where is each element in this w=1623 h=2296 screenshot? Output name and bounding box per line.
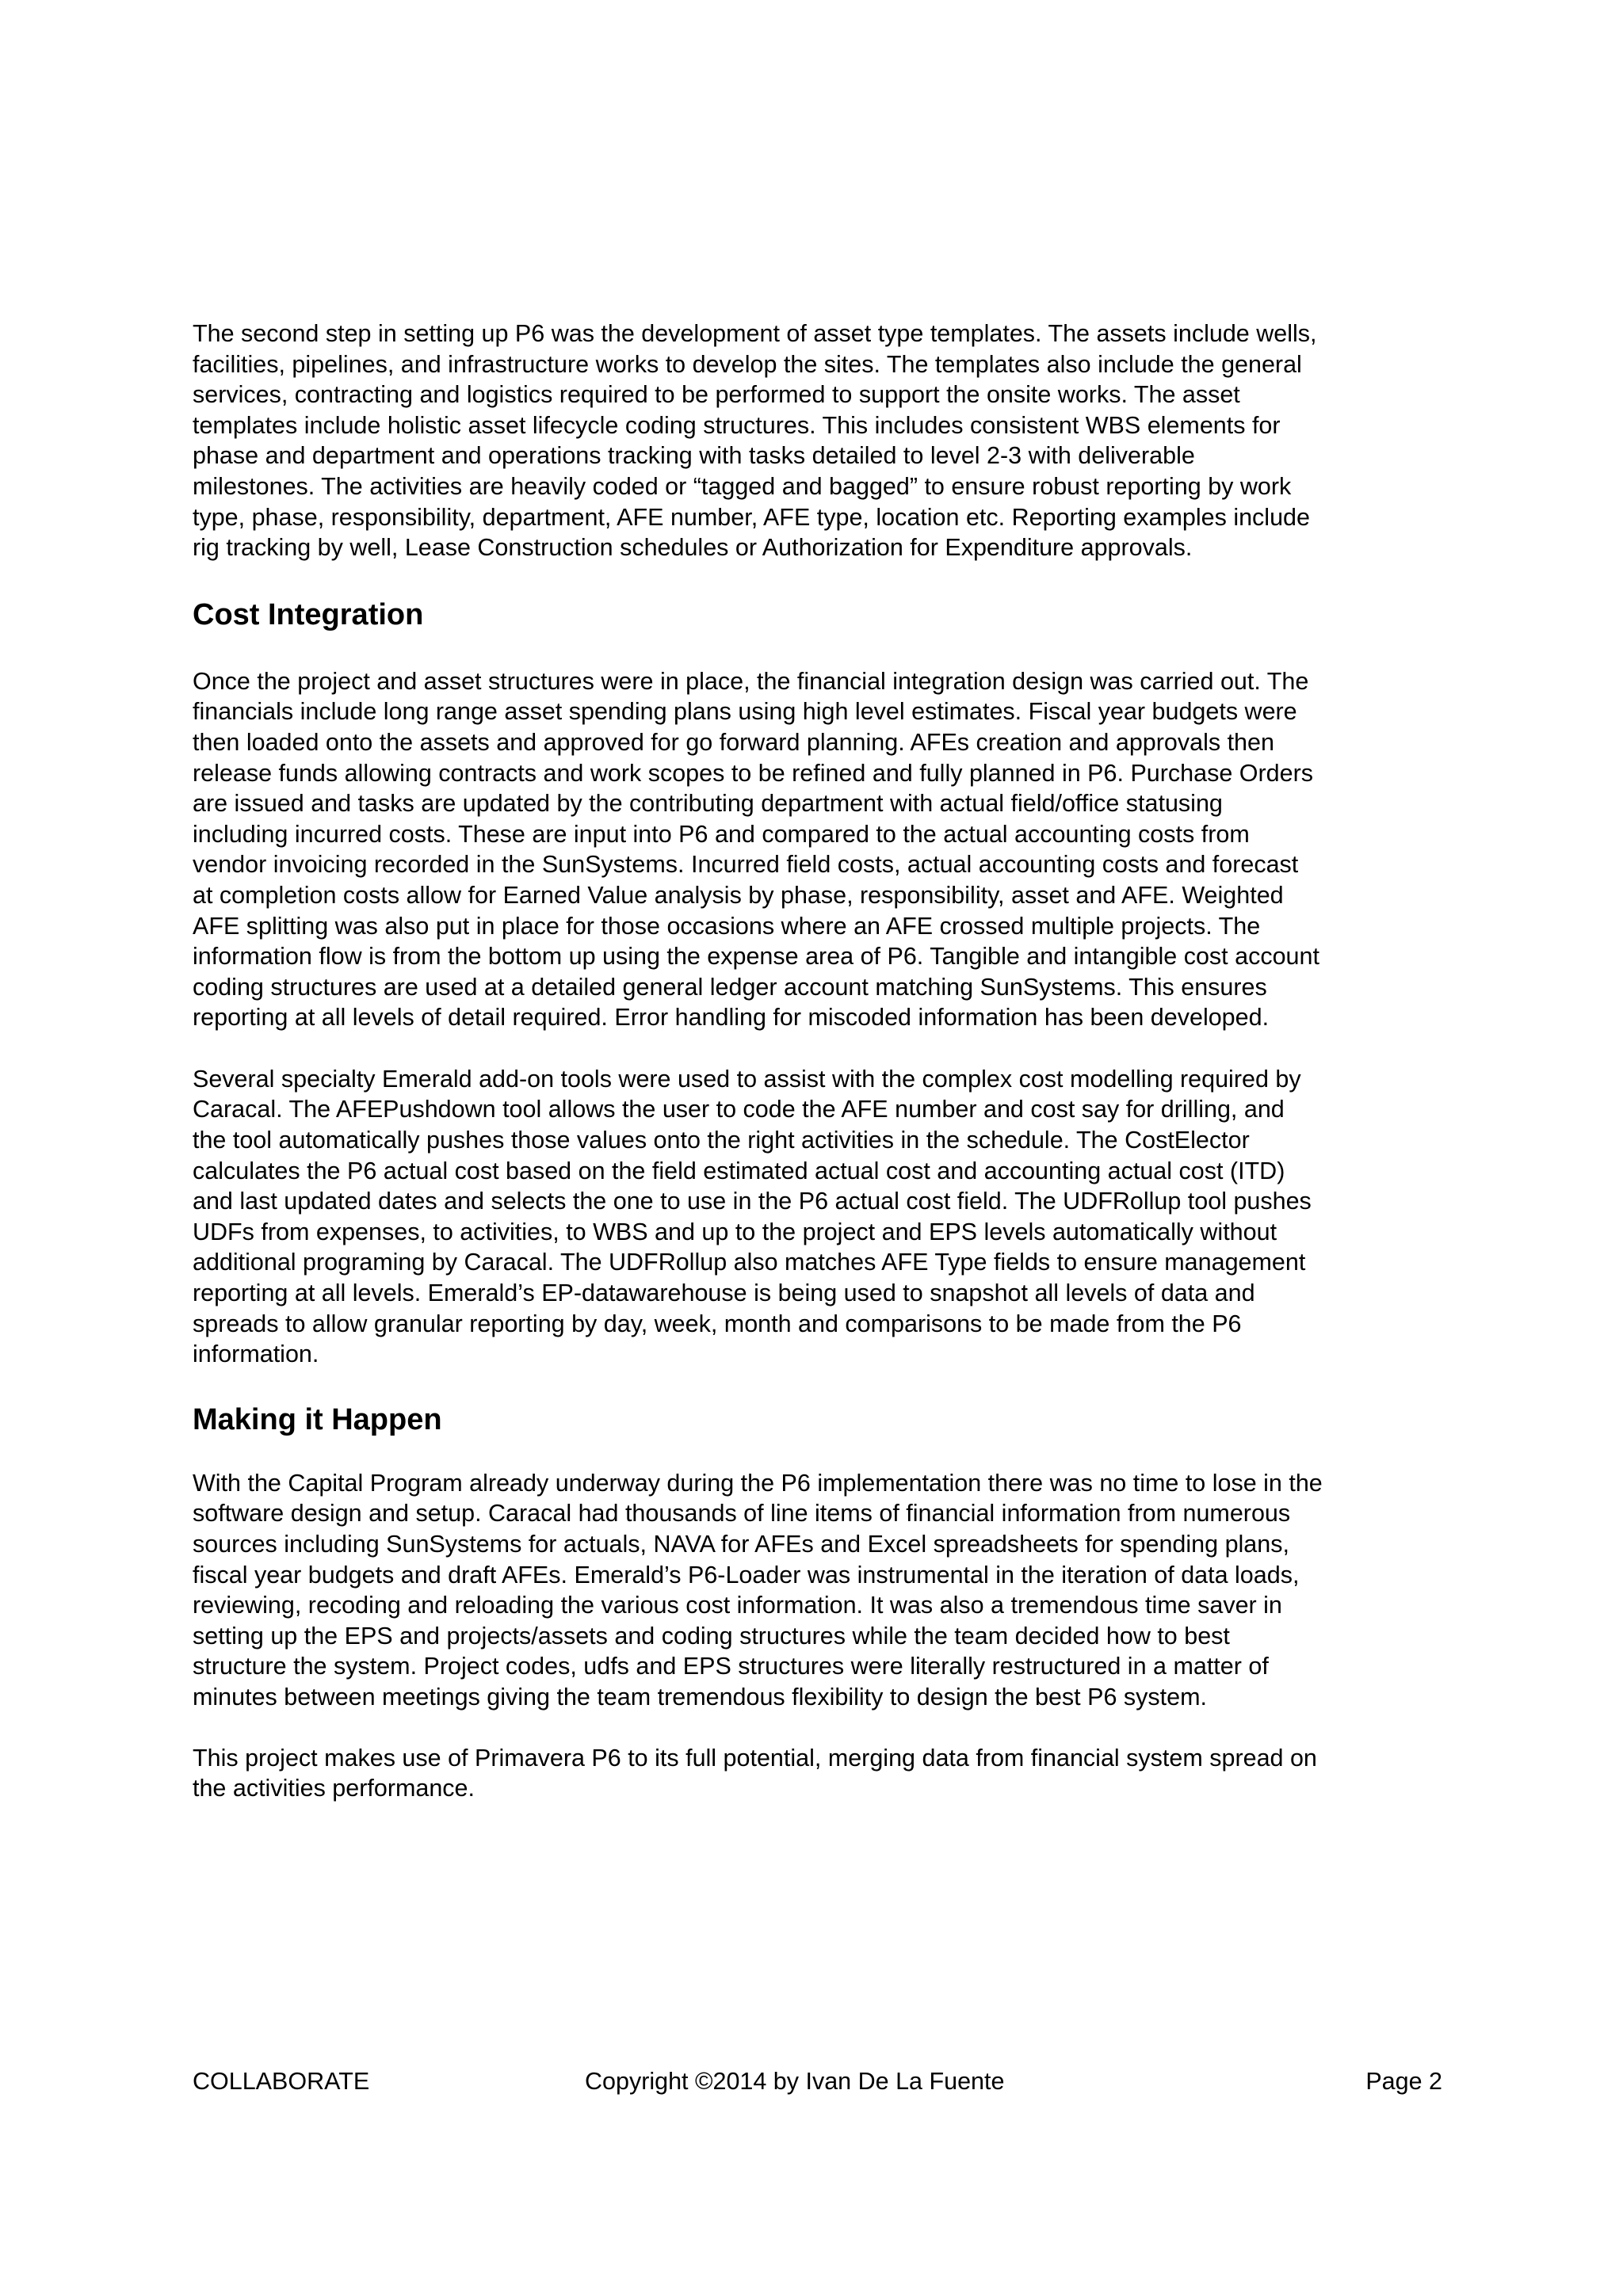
text-line: information flow is from the bottom up using the expense area of P6. Tangible and intangible cost account [193,943,1319,971]
text-line: reporting at all levels. Emerald’s EP-datawarehouse is being used to snapshot all levels of data and [193,1280,1255,1307]
text-line: financials include long range asset spending plans using high level estimates. Fiscal year budgets were [193,698,1297,726]
paragraph-emerald-tools [193,1064,1461,1370]
text-line: calculates the P6 actual cost based on the field estimated actual cost and accounting actual cost (ITD) [193,1157,1285,1184]
text-line: setting up the EPS and projects/assets and coding structures while the team decided how to best [193,1622,1230,1650]
text-line: and last updated dates and selects the one to use in the P6 actual cost field. The UDFRollup tool pushes [193,1188,1312,1215]
footer-publication: COLLABORATE [193,2068,370,2095]
paragraph-capital-program [193,1468,1461,1713]
text-line: including incurred costs. These are input into P6 and compared to the actual accounting costs from [193,820,1250,848]
text-line: AFE splitting was also put in place for those occasions where an AFE crossed multiple projects. The [193,912,1261,940]
text-line: The second step in setting up P6 was the development of asset type templates. The assets include wells, [193,320,1317,347]
text-line: services, contracting and logistics required to be performed to support the onsite works. The asset [193,381,1240,409]
text-line: information. [193,1341,319,1368]
text-line: rig tracking by well, Lease Construction schedules or Authorization for Expenditure approvals. [193,534,1193,562]
text-line: reporting at all levels of detail required. Error handling for miscoded information has been developed. [193,1004,1270,1032]
text-line: Several specialty Emerald add-on tools were used to assist with the complex cost modelling required by [193,1065,1301,1093]
paragraph-conclusion [193,1743,1461,1804]
footer-copyright: Copyright ©2014 by Ivan De La Fuente [585,2068,1005,2095]
text-line: fiscal year budgets and draft AFEs. Emerald’s P6-Loader was instrumental in the iteration of data loads, [193,1561,1300,1589]
text-line: sources including SunSystems for actuals, NAVA for AFEs and Excel spreadsheets for spending plans, [193,1531,1289,1558]
text-line: With the Capital Program already underway during the P6 implementation there was no time to lose in the [193,1469,1323,1497]
text-line: the activities performance. [193,1775,475,1802]
text-line: structure the system. Project codes, udfs and EPS structures were literally restructured in a matter of [193,1653,1269,1680]
section-heading-cost-integration: Cost Integration [193,597,424,631]
text-line: Once the project and asset structures were in place, the financial integration design was carried out. The [193,667,1309,695]
section-heading-making-it-happen: Making it Happen [193,1402,442,1436]
text-line: software design and setup. Caracal had thousands of line items of financial information from numerous [193,1500,1291,1527]
page-footer [193,2065,1442,2097]
text-line: release funds allowing contracts and work scopes to be refined and fully planned in P6. Purchase Orders [193,759,1313,787]
page-content [193,318,1461,1804]
paragraph-financial-integration [193,666,1461,1033]
text-line: This project makes use of Primavera P6 to its full potential, merging data from financial system spread on [193,1744,1317,1772]
text-line: spreads to allow granular reporting by day, week, month and comparisons to be made from the P6 [193,1310,1242,1337]
text-line: facilities, pipelines, and infrastructure works to develop the sites. The templates also include the general [193,350,1302,378]
text-line: type, phase, responsibility, department, AFE number, AFE type, location etc. Reporting examples include [193,503,1310,531]
text-line: coding structures are used at a detailed general ledger account matching SunSystems. This ensures [193,973,1267,1001]
text-line: phase and department and operations tracking with tasks detailed to level 2-3 with deliverable [193,442,1195,470]
text-line: then loaded onto the assets and approved for go forward planning. AFEs creation and approvals then [193,728,1274,756]
paragraph-asset-templates [193,318,1461,563]
text-line: reviewing, recoding and reloading the various cost information. It was also a tremendous time saver in [193,1592,1282,1619]
text-line: at completion costs allow for Earned Value analysis by phase, responsibility, asset and AFE. Weighted [193,881,1284,909]
text-line: Caracal. The AFEPushdown tool allows the user to code the AFE number and cost say for drilling, and [193,1096,1285,1123]
text-line: additional programing by Caracal. The UDFRollup also matches AFE Type fields to ensure management [193,1249,1306,1276]
text-line: milestones. The activities are heavily coded or “tagged and bagged” to ensure robust reporting by work [193,472,1292,500]
text-line: vendor invoicing recorded in the SunSystems. Incurred field costs, actual accounting costs and forecast [193,851,1299,879]
text-line: UDFs from expenses, to activities, to WBS and up to the project and EPS levels automatically without [193,1218,1277,1245]
text-line: the tool automatically pushes those values onto the right activities in the schedule. The CostElector [193,1127,1250,1154]
text-line: minutes between meetings giving the team tremendous flexibility to design the best P6 system. [193,1683,1207,1711]
footer-page-number: Page 2 [1365,2068,1442,2095]
text-line: templates include holistic asset lifecycle coding structures. This includes consistent WBS elements for [193,411,1281,439]
text-line: are issued and tasks are updated by the contributing department with actual field/office statusing [193,790,1223,818]
